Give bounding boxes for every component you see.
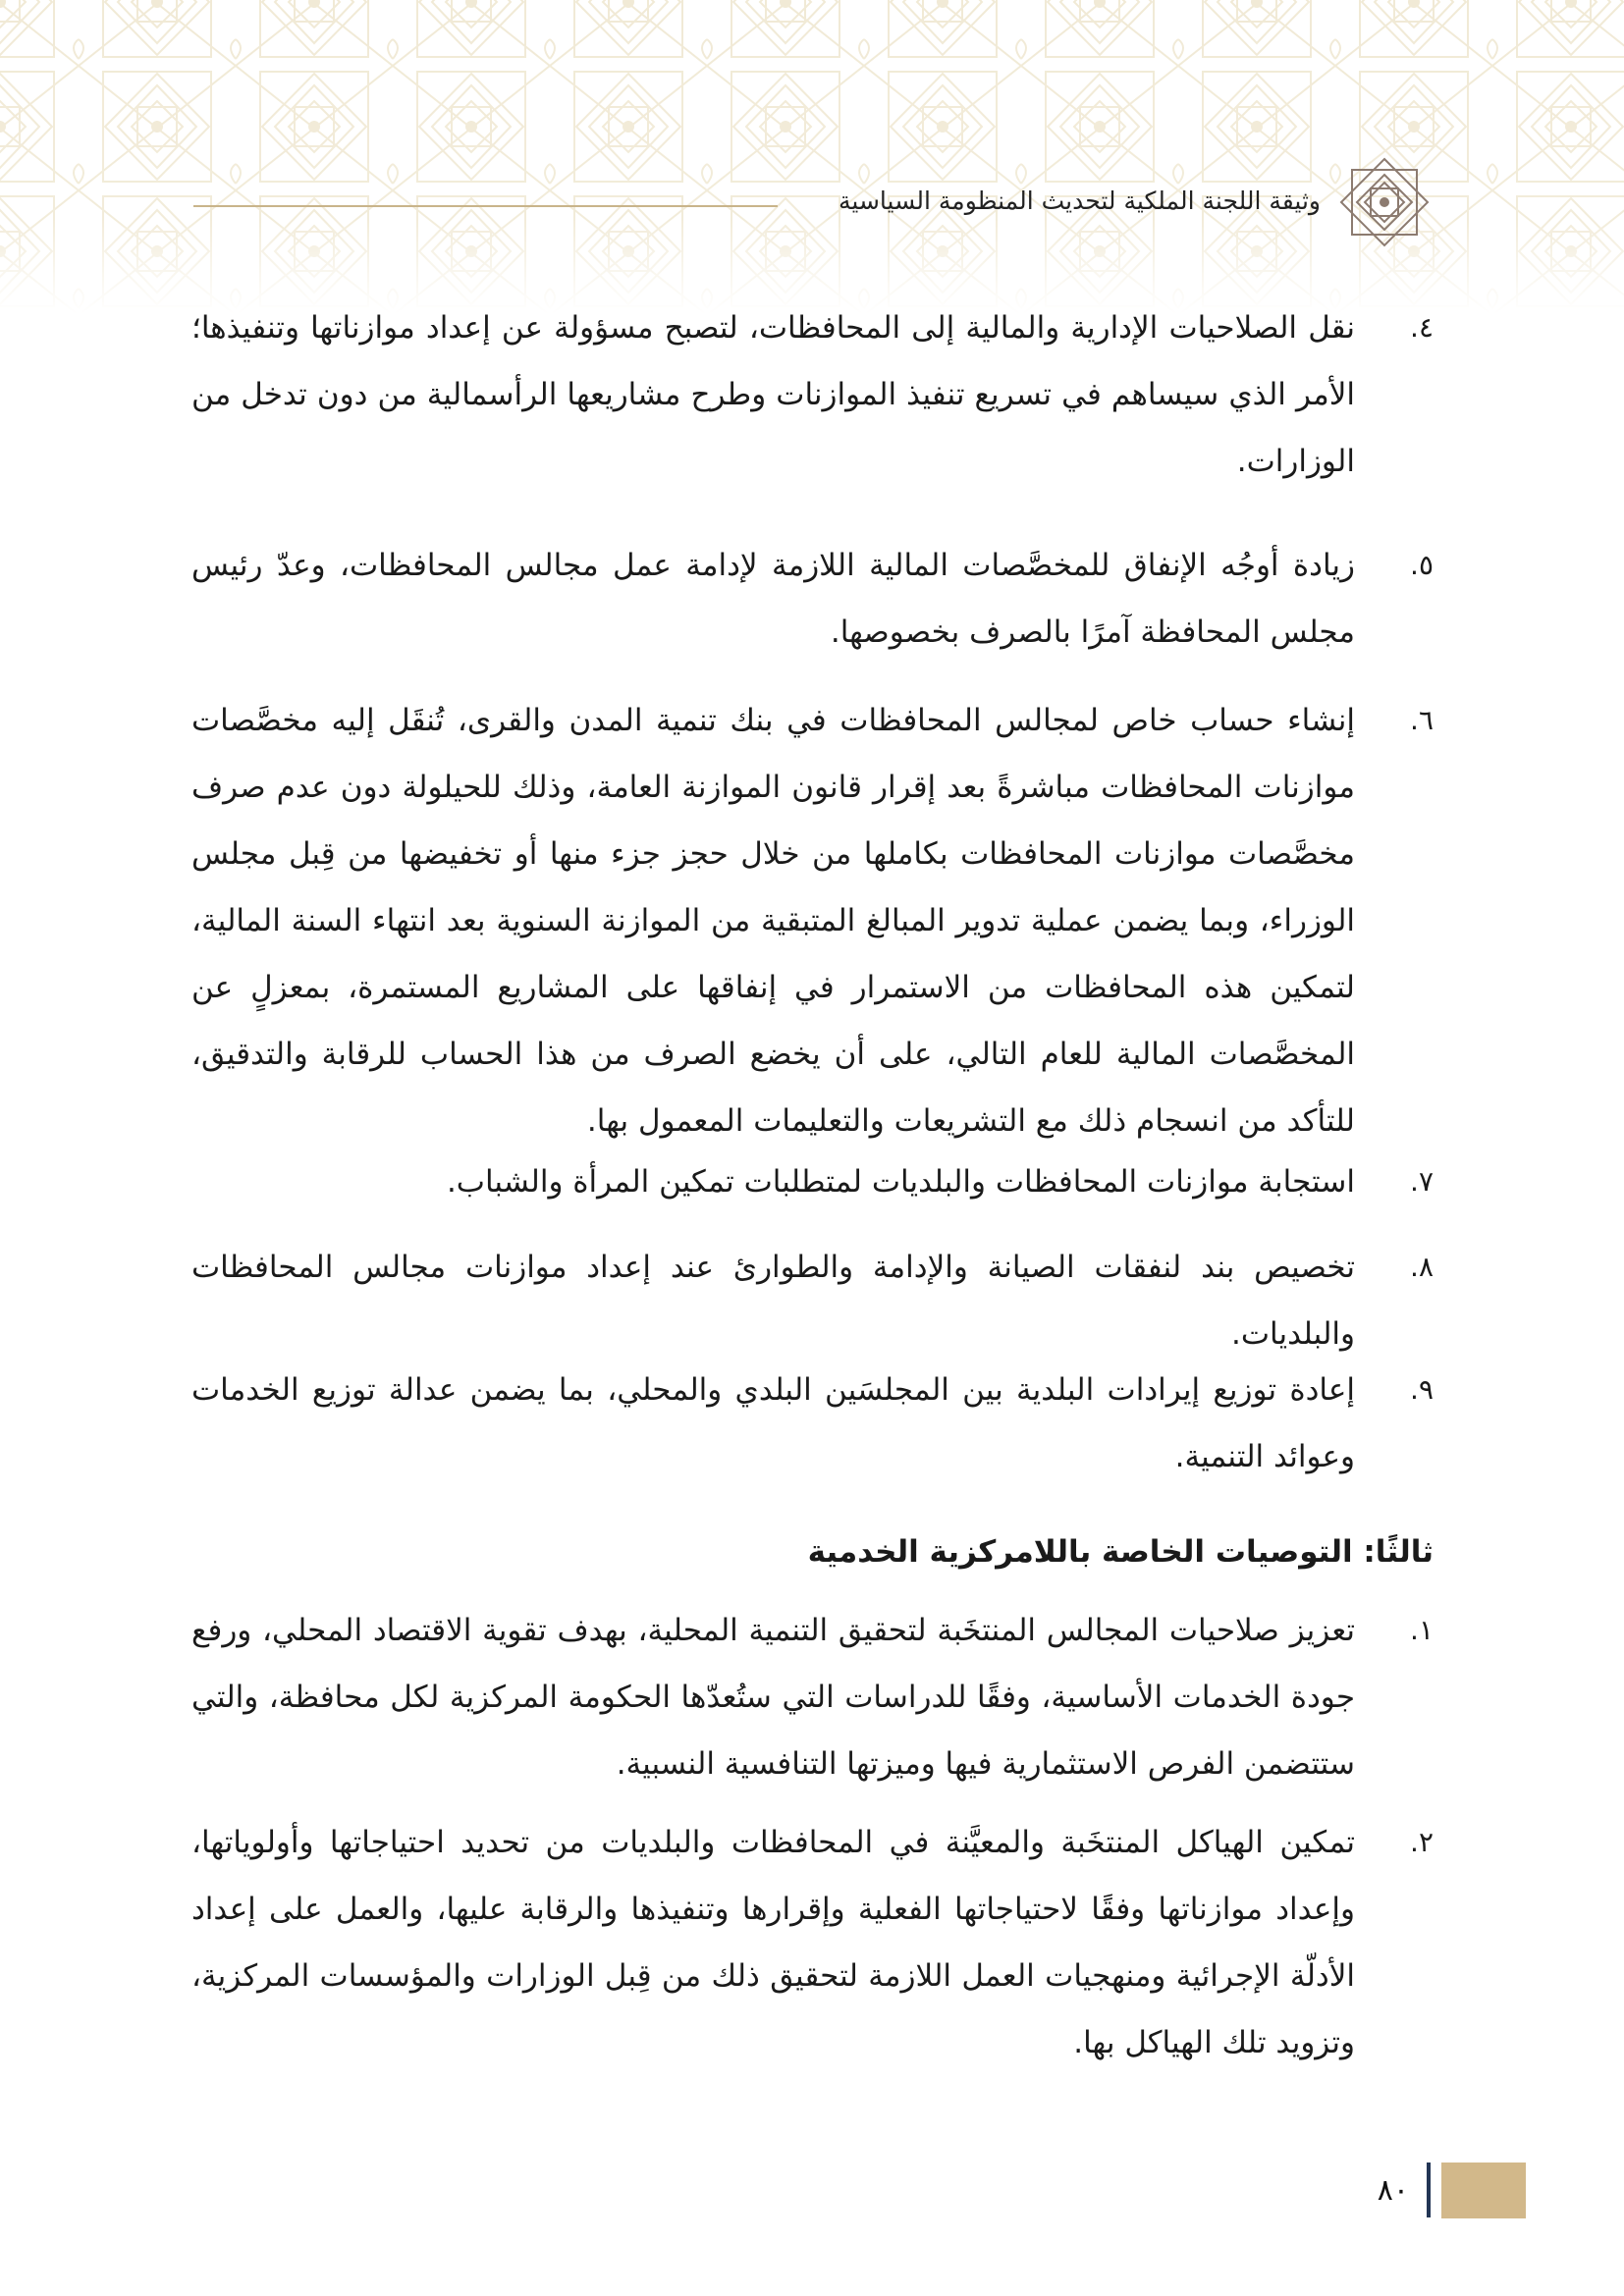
list-item-text: نقل الصلاحيات الإدارية والمالية إلى المحافظات، لتصبح مسؤولة عن إعداد موازناتها وتنفيذها؛ الأمر الذي سيساهم في تسريع تنفيذ الموازنات وطرح مشاريعها الرأسمالية من دون تدخل من الوزارات. xyxy=(191,310,1355,479)
list-item-text: تمكين الهياكل المنتخَبة والمعيَّنة في المحافظات والبلديات من تحديد احتياجاتها وأولوياتها، وإعداد موازناتها وفقًا لاحتياجاتها الفعلية وإقرارها وتنفيذها والرقابة عليها، والعمل على إعداد الأدلّة الإجرائية ومنهجيات العمل اللازمة لتحقيق ذلك من قِبل الوزارات والمؤسسات المركزية، وتزويد تلك الهياكل بها. xyxy=(191,1825,1355,2060)
list-item-text: تخصيص بند لنفقات الصيانة والإدامة والطوارئ عند إعداد موازنات مجالس المحافظات والبلديات. xyxy=(191,1250,1355,1352)
list-item-number: ٧. xyxy=(1410,1165,1434,1198)
list-item-number: ٤. xyxy=(1410,311,1434,344)
page-number: ٨٠ xyxy=(1377,2173,1409,2208)
list-item-number: ٨. xyxy=(1410,1251,1434,1283)
list-item-text: إنشاء حساب خاص لمجالس المحافظات في بنك تنمية المدن والقرى، تُنقَل إليه مخصَّصات موازنات المحافظات مباشرةً بعد إقرار قانون الموازنة العامة، وذلك للحيلولة دون عدم صرف مخصَّصات موازنات المحافظات بكاملها من خلال حجز جزء منها أو تخفيضها من قِبل مجلس الوزراء، وبما يضمن عملية تدوير المبالغ المتبقية من الموازنة السنوية بعد انتهاء السنة المالية، لتمكين هذه المحافظات من الاستمرار في إنفاقها على المشاريع المستمرة، بمعزلٍ عن المخصَّصات المالية للعام التالي، على أن يخضع الصرف من هذا الحساب للرقابة والتدقيق، للتأكد من انسجام ذلك مع التشريعات والتعليمات المعمول بها. xyxy=(191,703,1355,1139)
list-item-number: ٩. xyxy=(1410,1373,1434,1406)
header-rule xyxy=(193,205,778,207)
list-item xyxy=(191,1148,1434,1215)
list-item-text: تعزيز صلاحيات المجالس المنتخَبة لتحقيق التنمية المحلية، بهدف تقوية الاقتصاد المحلي، ورفع جودة الخدمات الأساسية، وفقًا للدراسات التي ستُعدّها الحكومة المركزية لكل محافظة، والتي ستتضمن الفرص الاستثمارية فيها وميزتها التنافسية النسبية. xyxy=(191,1613,1355,1782)
list-item-number: ٦. xyxy=(1410,704,1434,736)
list-item xyxy=(191,1809,1434,2076)
logo-emblem-icon xyxy=(1337,155,1432,249)
list-item-number: ١. xyxy=(1410,1614,1434,1646)
list-item xyxy=(191,687,1434,1154)
list-item-text: استجابة موازنات المحافظات والبلديات لمتطلبات تمكين المرأة والشباب. xyxy=(446,1164,1355,1200)
document-title: وثيقة اللجنة الملكية لتحديث المنظومة السياسية xyxy=(839,187,1321,215)
footer-accent-box xyxy=(1441,2163,1526,2218)
section-heading: ثالثًا: التوصيات الخاصة باللامركزية الخدمية xyxy=(807,1534,1434,1570)
list-item-text: إعادة توزيع إيرادات البلدية بين المجلسَين البلدي والمحلي، بما يضمن عدالة توزيع الخدمات وعوائد التنمية. xyxy=(191,1372,1355,1474)
list-item xyxy=(191,532,1434,666)
list-item xyxy=(191,1357,1434,1490)
list-item-number: ٥. xyxy=(1410,549,1434,581)
list-item-number: ٢. xyxy=(1410,1826,1434,1858)
list-item xyxy=(191,294,1434,495)
list-item xyxy=(191,1234,1434,1367)
list-item-text: زيادة أوجُه الإنفاق للمخصَّصات المالية اللازمة لإدامة عمل مجالس المحافظات، وعدّ رئيس مجلس المحافظة آمرًا بالصرف بخصوصها. xyxy=(191,548,1355,650)
document-body xyxy=(191,294,1434,2076)
footer-divider xyxy=(1427,2163,1431,2217)
list-item xyxy=(191,1597,1434,1797)
